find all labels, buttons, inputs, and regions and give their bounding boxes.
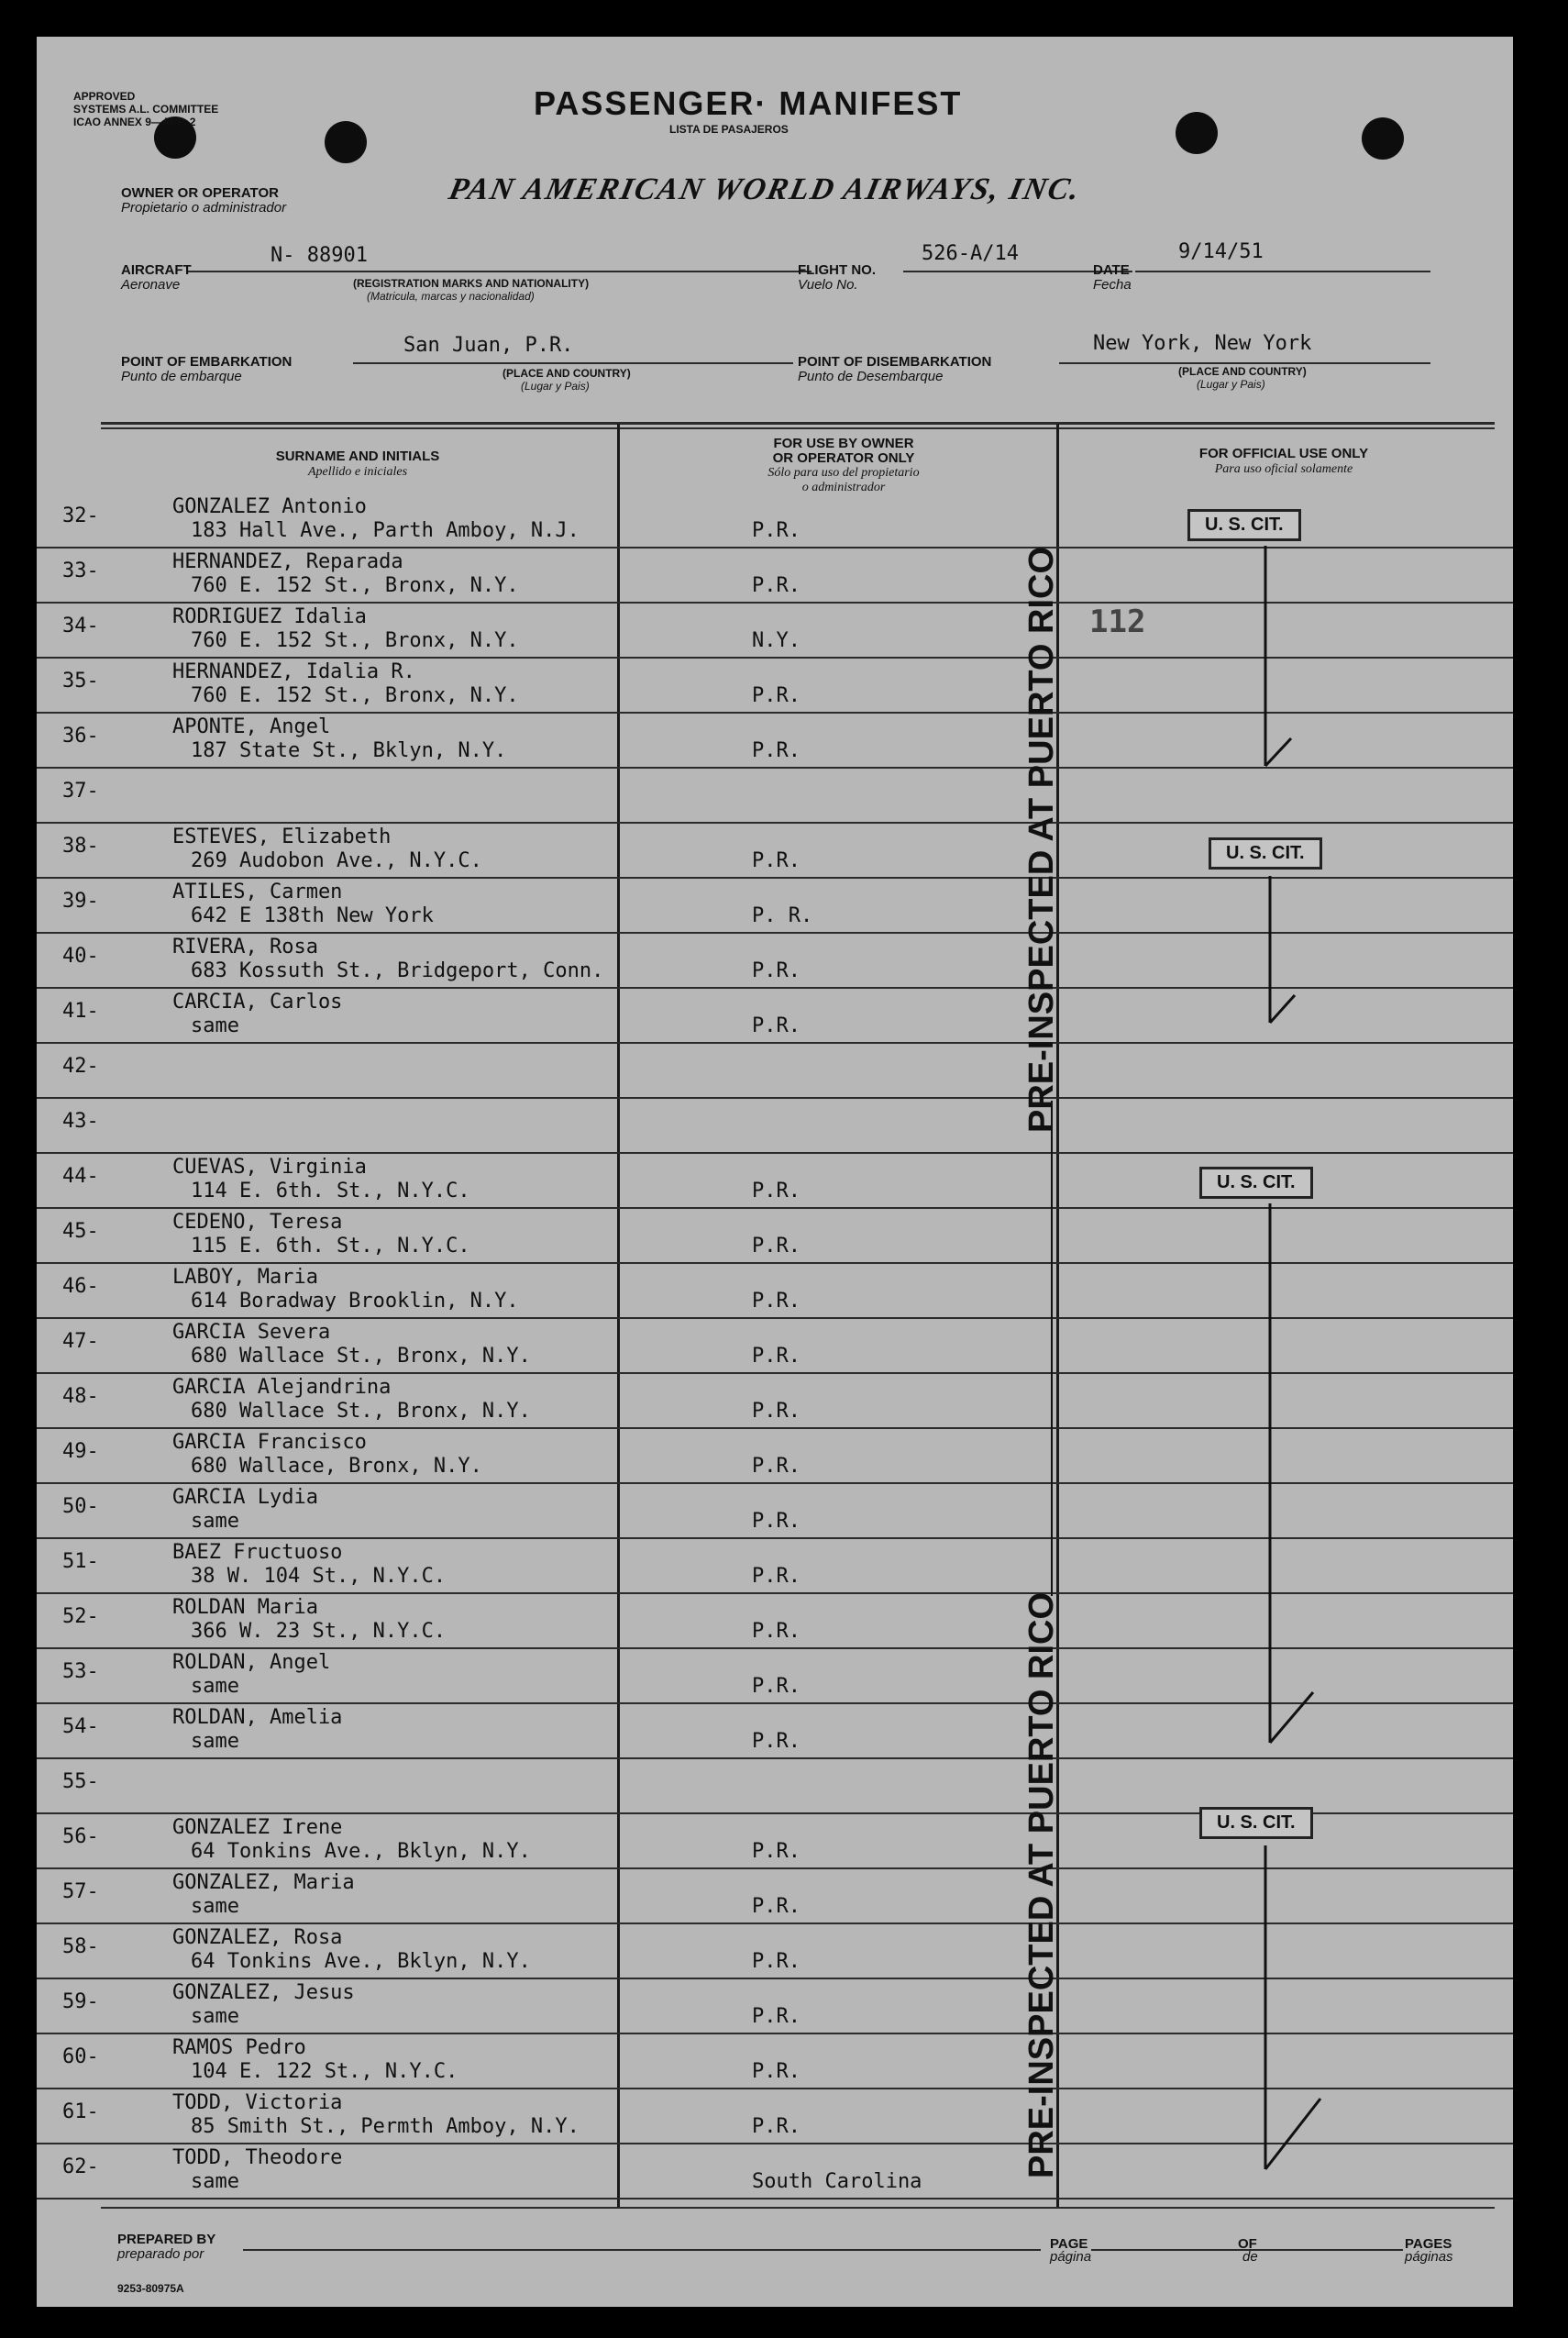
row-number: 51- [62,1550,99,1573]
passenger-residence: P.R. [752,1180,801,1202]
passenger-address: 760 E. 152 St., Bronx, N.Y. [191,684,519,707]
column-header-surname: SURNAME AND INITIALS Apellido e iniciales [275,449,440,479]
manifest-sheet [37,37,1513,2307]
passenger-residence: P.R. [752,1235,801,1258]
passenger-residence: P.R. [752,1345,801,1368]
passenger-address: 64 Tonkins Ave., Bklyn, N.Y. [191,1950,531,1973]
passenger-address: 683 Kossuth St., Bridgeport, Conn. [191,959,604,982]
form-title: PASSENGER· MANIFEST [534,84,963,122]
row-number: 38- [62,835,99,858]
row-number: 55- [62,1770,99,1793]
form-number: 9253-80975A [117,2282,184,2295]
passenger-address: same [191,1730,239,1753]
form-subtitle: LISTA DE PASAJEROS [669,123,789,136]
passenger-name: LABOY, Maria [172,1266,318,1289]
row-number: 45- [62,1220,99,1243]
row-number: 49- [62,1440,99,1463]
official-count: 112 [1089,604,1146,640]
row-number: 39- [62,890,99,913]
embark-label-es: Punto de embarque [121,369,242,384]
row-number: 41- [62,1000,99,1023]
of-label-es: de [1242,2249,1258,2265]
passenger-residence: P.R. [752,1565,801,1588]
row-number: 52- [62,1605,99,1628]
owner-label-es: Propietario o administrador [121,200,287,216]
passenger-residence: P.R. [752,849,801,872]
disembark-label-es: Punto de Desembarque [798,369,944,384]
row-number: 33- [62,560,99,582]
passenger-name: ATILES, Carmen [172,881,343,903]
passenger-address: 366 W. 23 St., N.Y.C. [191,1620,447,1643]
passenger-residence: P.R. [752,1950,801,1973]
aircraft-note-es: (Matricula, marcas y nacionalidad) [367,290,535,303]
row-number: 59- [62,1990,99,2013]
date-label-es: Fecha [1093,277,1132,293]
passenger-name: CARCIA, Carlos [172,991,343,1014]
passenger-address: 183 Hall Ave., Parth Amboy, N.J. [191,519,580,542]
passenger-name: CEDENO, Teresa [172,1211,343,1234]
passenger-address: 760 E. 152 St., Bronx, N.Y. [191,629,519,652]
passenger-address: 114 E. 6th. St., N.Y.C. [191,1180,470,1202]
row-number: 53- [62,1660,99,1683]
embark-label: POINT OF EMBARKATION [121,354,293,370]
passenger-residence: N.Y. [752,629,801,652]
disembark-place-note-es: (Lugar y Pais) [1197,378,1265,391]
passenger-address: 269 Audobon Ave., N.Y.C. [191,849,482,872]
row-number: 47- [62,1330,99,1353]
preinspected-stamp-1: PRE-INSPECTED AT PUERTO RICO [1022,546,1061,1133]
passenger-residence: P.R. [752,739,801,762]
passenger-name: RODRIGUEZ Idalia [172,605,367,628]
passenger-address: 38 W. 104 St., N.Y.C. [191,1565,447,1588]
passenger-name: TODD, Theodore [172,2146,343,2169]
row-number: 32- [62,504,99,527]
row-number: 34- [62,615,99,637]
passenger-name: CUEVAS, Virginia [172,1156,367,1179]
aircraft-value: N- 88901 [271,244,368,267]
passenger-address: same [191,1014,239,1037]
passenger-address: 760 E. 152 St., Bronx, N.Y. [191,574,519,597]
us-cit-stamp-3: U. S. CIT. [1199,1167,1313,1199]
passenger-address: 680 Wallace St., Bronx, N.Y. [191,1345,531,1368]
passenger-residence: P.R. [752,1400,801,1423]
row-number: 48- [62,1385,99,1408]
passenger-name: BAEZ Fructuoso [172,1541,343,1564]
page-label: PAGE [1050,2236,1088,2252]
disembark-place-note: (PLACE AND COUNTRY) [1178,365,1307,378]
disembark-value: New York, New York [1093,332,1312,355]
pages-label: PAGES [1405,2236,1452,2252]
passenger-name: TODD, Victoria [172,2091,343,2114]
column-header-owner-use: FOR USE BY OWNER OR OPERATOR ONLY Sólo para uso del propietario o administrador [767,436,920,494]
row-number: 61- [62,2100,99,2123]
row-number: 57- [62,1880,99,1903]
passenger-address: 187 State St., Bklyn, N.Y. [191,739,507,762]
passenger-residence: P.R. [752,1620,801,1643]
flight-label-es: Vuelo No. [798,277,858,293]
passenger-name: GONZALEZ, Jesus [172,1981,355,2004]
passenger-residence: P.R. [752,2060,801,2083]
date-label: DATE [1093,262,1130,278]
passenger-address: 680 Wallace St., Bronx, N.Y. [191,1400,531,1423]
passenger-address: 614 Boradway Brooklin, N.Y. [191,1290,519,1313]
passenger-name: GARCIA Alejandrina [172,1376,392,1399]
row-number: 36- [62,725,99,748]
passenger-address: same [191,2005,239,2028]
passenger-name: GONZALEZ Irene [172,1816,343,1839]
owner-label: OWNER OR OPERATOR [121,185,279,201]
row-number: 58- [62,1935,99,1958]
passenger-residence: P.R. [752,519,801,542]
us-cit-stamp-2: U. S. CIT. [1209,837,1322,870]
us-cit-stamp-1: U. S. CIT. [1187,509,1301,541]
passenger-residence: P.R. [752,1675,801,1698]
row-number: 56- [62,1825,99,1848]
passenger-address: 85 Smith St., Permth Amboy, N.Y. [191,2115,580,2138]
prepared-label: PREPARED BY [117,2232,216,2247]
passenger-residence: P.R. [752,1730,801,1753]
row-number: 54- [62,1715,99,1738]
flight-label: FLIGHT NO. [798,262,876,278]
passenger-residence: P.R. [752,1840,801,1863]
passenger-name: GONZALEZ, Rosa [172,1926,343,1949]
passenger-name: RAMOS Pedro [172,2036,306,2059]
row-number: 50- [62,1495,99,1518]
passenger-residence: P. R. [752,904,813,927]
row-number: 60- [62,2045,99,2068]
passenger-residence: P.R. [752,1510,801,1533]
owner-value: PAN AMERICAN WORLD AIRWAYS, INC. [446,172,1085,206]
aircraft-label: AIRCRAFT [121,262,192,278]
passenger-address: same [191,1510,239,1533]
passenger-residence: P.R. [752,1895,801,1918]
passenger-name: HERNANDEZ, Reparada [172,550,403,573]
passenger-name: ROLDAN, Angel [172,1651,331,1674]
pages-label-es: páginas [1405,2249,1453,2265]
row-number: 43- [62,1110,99,1133]
row-number: 62- [62,2155,99,2178]
passenger-name: GARCIA Francisco [172,1431,367,1454]
passenger-address: same [191,1895,239,1918]
row-number: 37- [62,780,99,803]
passenger-residence: P.R. [752,2005,801,2028]
passenger-residence: P.R. [752,1290,801,1313]
embark-place-note-es: (Lugar y Pais) [521,380,590,393]
embark-value: San Juan, P.R. [403,334,574,357]
passenger-residence: P.R. [752,574,801,597]
embark-place-note: (PLACE AND COUNTRY) [502,367,631,380]
row-number: 42- [62,1055,99,1078]
passenger-name: GONZALEZ Antonio [172,495,367,518]
page-label-es: página [1050,2249,1092,2265]
passenger-name: APONTE, Angel [172,715,331,738]
date-value: 9/14/51 [1178,240,1264,263]
passenger-address: 642 E 138th New York [191,904,434,927]
us-cit-stamp-4: U. S. CIT. [1199,1807,1313,1839]
passenger-name: ROLDAN, Amelia [172,1706,343,1729]
approval-note: APPROVED SYSTEMS A.L. COMMITTEE ICAO ANNEX 9—APP. 2 [73,90,219,128]
passenger-residence: P.R. [752,959,801,982]
passenger-name: GARCIA Lydia [172,1486,318,1509]
bracket-marks [37,37,1513,2307]
passenger-residence: South Carolina [752,2170,922,2193]
preinspected-stamp-2: PRE-INSPECTED AT PUERTO RICO [1022,1591,1061,2178]
passenger-address: same [191,1675,239,1698]
aircraft-label-es: Aeronave [121,277,181,293]
passenger-address: 115 E. 6th. St., N.Y.C. [191,1235,470,1258]
flight-value: 526-A/14 [922,242,1019,265]
disembark-label: POINT OF DISEMBARKATION [798,354,992,370]
passenger-name: RIVERA, Rosa [172,936,318,958]
row-number: 46- [62,1275,99,1298]
passenger-residence: P.R. [752,2115,801,2138]
passenger-residence: P.R. [752,1455,801,1478]
passenger-name: ROLDAN Maria [172,1596,318,1619]
passenger-address: 64 Tonkins Ave., Bklyn, N.Y. [191,1840,531,1863]
prepared-label-es: preparado por [117,2246,204,2262]
aircraft-note: (REGISTRATION MARKS AND NATIONALITY) [353,277,590,290]
passenger-name: HERNANDEZ, Idalia R. [172,660,415,683]
passenger-name: GARCIA Severa [172,1321,331,1344]
row-number: 40- [62,945,99,968]
passenger-address: 104 E. 122 St., N.Y.C. [191,2060,458,2083]
passenger-residence: P.R. [752,684,801,707]
passenger-name: GONZALEZ, Maria [172,1871,355,1894]
passenger-name: ESTEVES, Elizabeth [172,826,392,848]
of-label: OF [1238,2236,1257,2252]
passenger-residence: P.R. [752,1014,801,1037]
row-number: 44- [62,1165,99,1188]
row-number: 35- [62,670,99,693]
passenger-address: same [191,2170,239,2193]
passenger-address: 680 Wallace, Bronx, N.Y. [191,1455,482,1478]
column-header-official: FOR OFFICIAL USE ONLY Para uso oficial solamente [1198,446,1369,476]
